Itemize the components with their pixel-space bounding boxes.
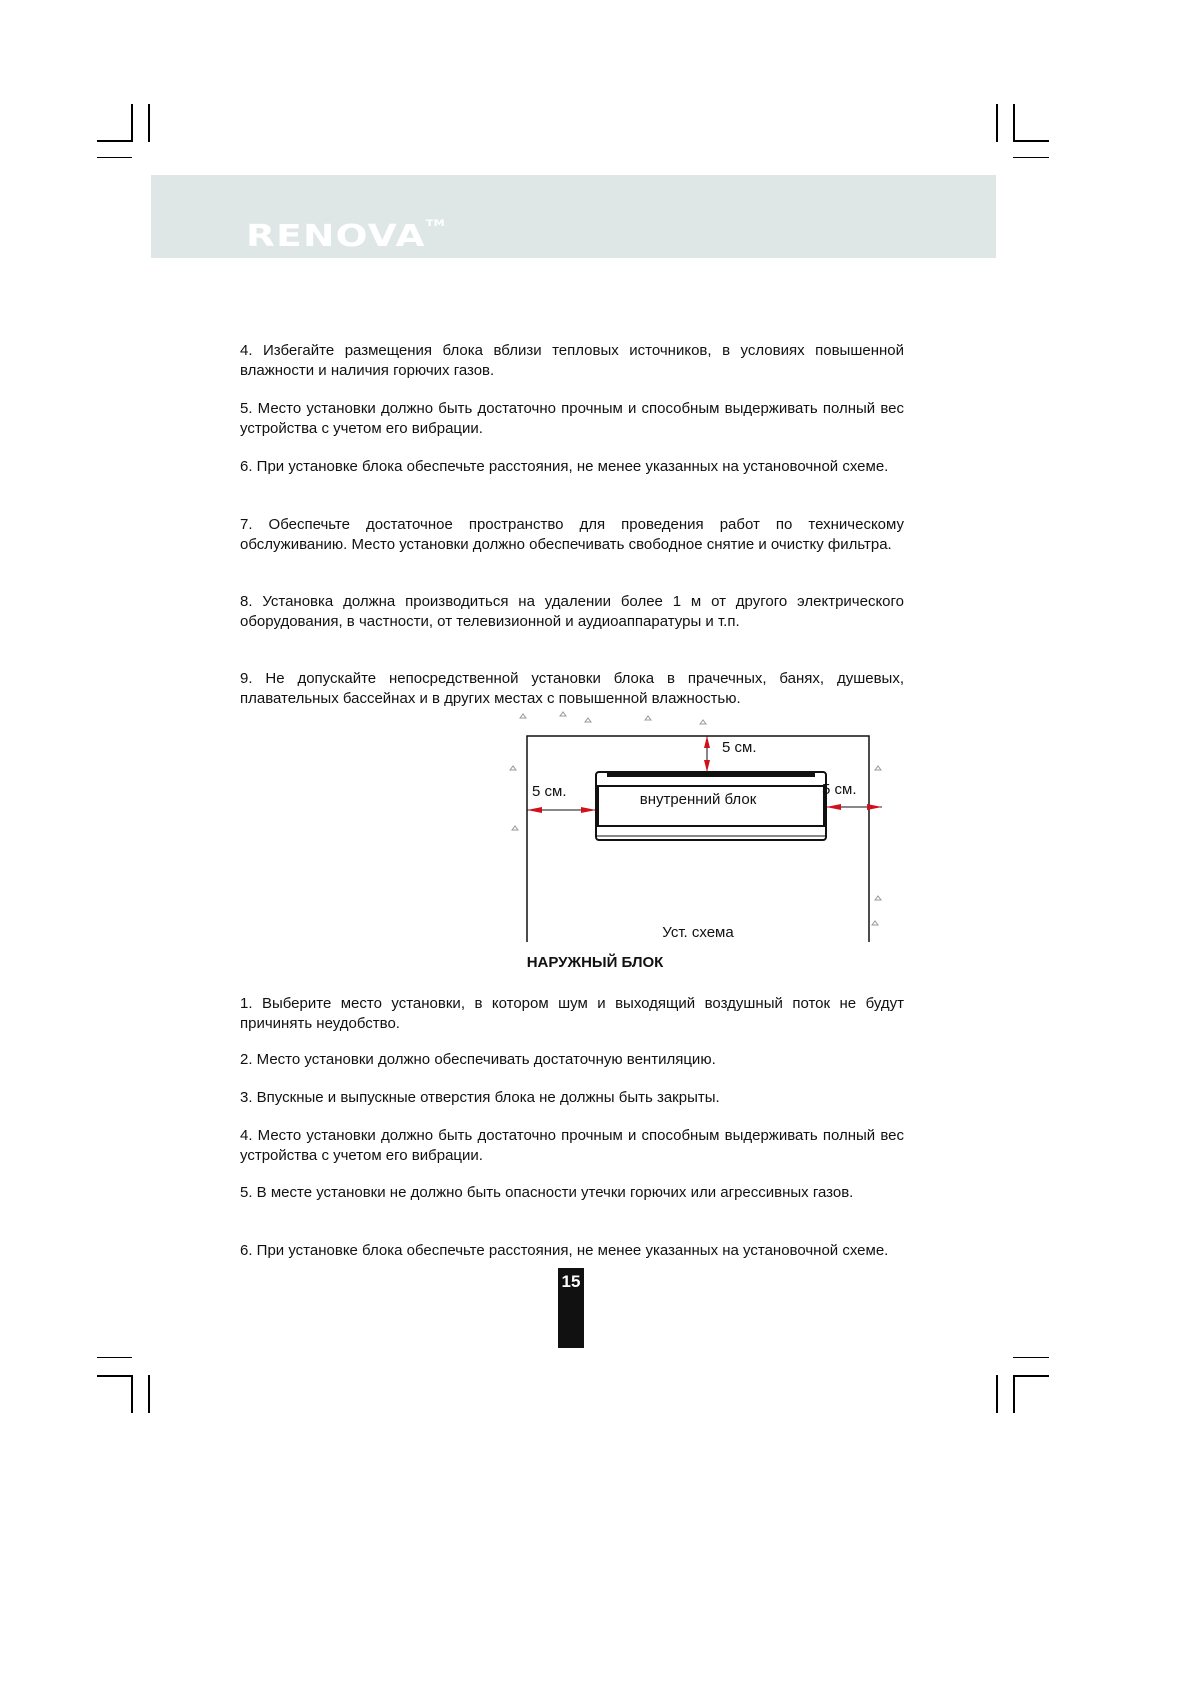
list-item: 5. В месте установки не должно быть опасности утечки горючих или агрессивных газов. — [240, 1184, 854, 1201]
indoor-unit-label: внутренний блок — [639, 791, 757, 808]
list-item: 3. Впускные и выпускные отверстия блока не должны быть закрыты. — [240, 1089, 720, 1106]
page-number: 15 — [558, 1268, 584, 1348]
list-item: 8. Установка должна производиться на удалении более 1 м от другого электрического оборудования, в частности, от телевизионной и аудиоаппаратуры и т.п. — [240, 593, 904, 630]
list-item: 9. Не допускайте непосредственной установки блока в прачечных, банях, душевых, плавательных бассейнах и в других местах с повышенной влажностью. — [240, 670, 904, 707]
section-heading: НАРУЖНЫЙ БЛОК — [526, 954, 664, 971]
brand-logo: RENOVA™ — [246, 219, 445, 254]
list-item: 2. Место установки должно обеспечивать достаточную вентиляцию. — [240, 1051, 716, 1068]
diagram-drawing — [500, 710, 900, 950]
list-item: 7. Обеспечьте достаточное пространство для проведения работ по техническому обслуживанию. Место установки должно обеспечивать свободное снятие и очистку фильтра. — [240, 516, 904, 553]
list-item: 4. Избегайте размещения блока вблизи тепловых источников, в условиях повышенной влажности и наличия горючих газов. — [240, 342, 904, 379]
list-item: 6. При установке блока обеспечьте расстояния, не менее указанных на установочной схеме. — [240, 458, 889, 475]
diagram-caption: Уст. схема — [662, 924, 734, 941]
right-gap-label: 5 см. — [822, 781, 857, 798]
list-item: 6. При установке блока обеспечьте расстояния, не менее указанных на установочной схеме. — [240, 1242, 889, 1259]
left-gap-label: 5 см. — [532, 783, 567, 800]
top-gap-label: 5 см. — [722, 739, 757, 756]
list-item: 4. Место установки должно быть достаточно прочным и способным выдерживать полный вес устройства с учетом его вибрации. — [240, 1127, 904, 1164]
list-item: 1. Выберите место установки, в котором шум и выходящий воздушный поток не будут причинять неудобство. — [240, 995, 904, 1032]
list-item: 5. Место установки должно быть достаточно прочным и способным выдерживать полный вес устройства с учетом его вибрации. — [240, 400, 904, 437]
